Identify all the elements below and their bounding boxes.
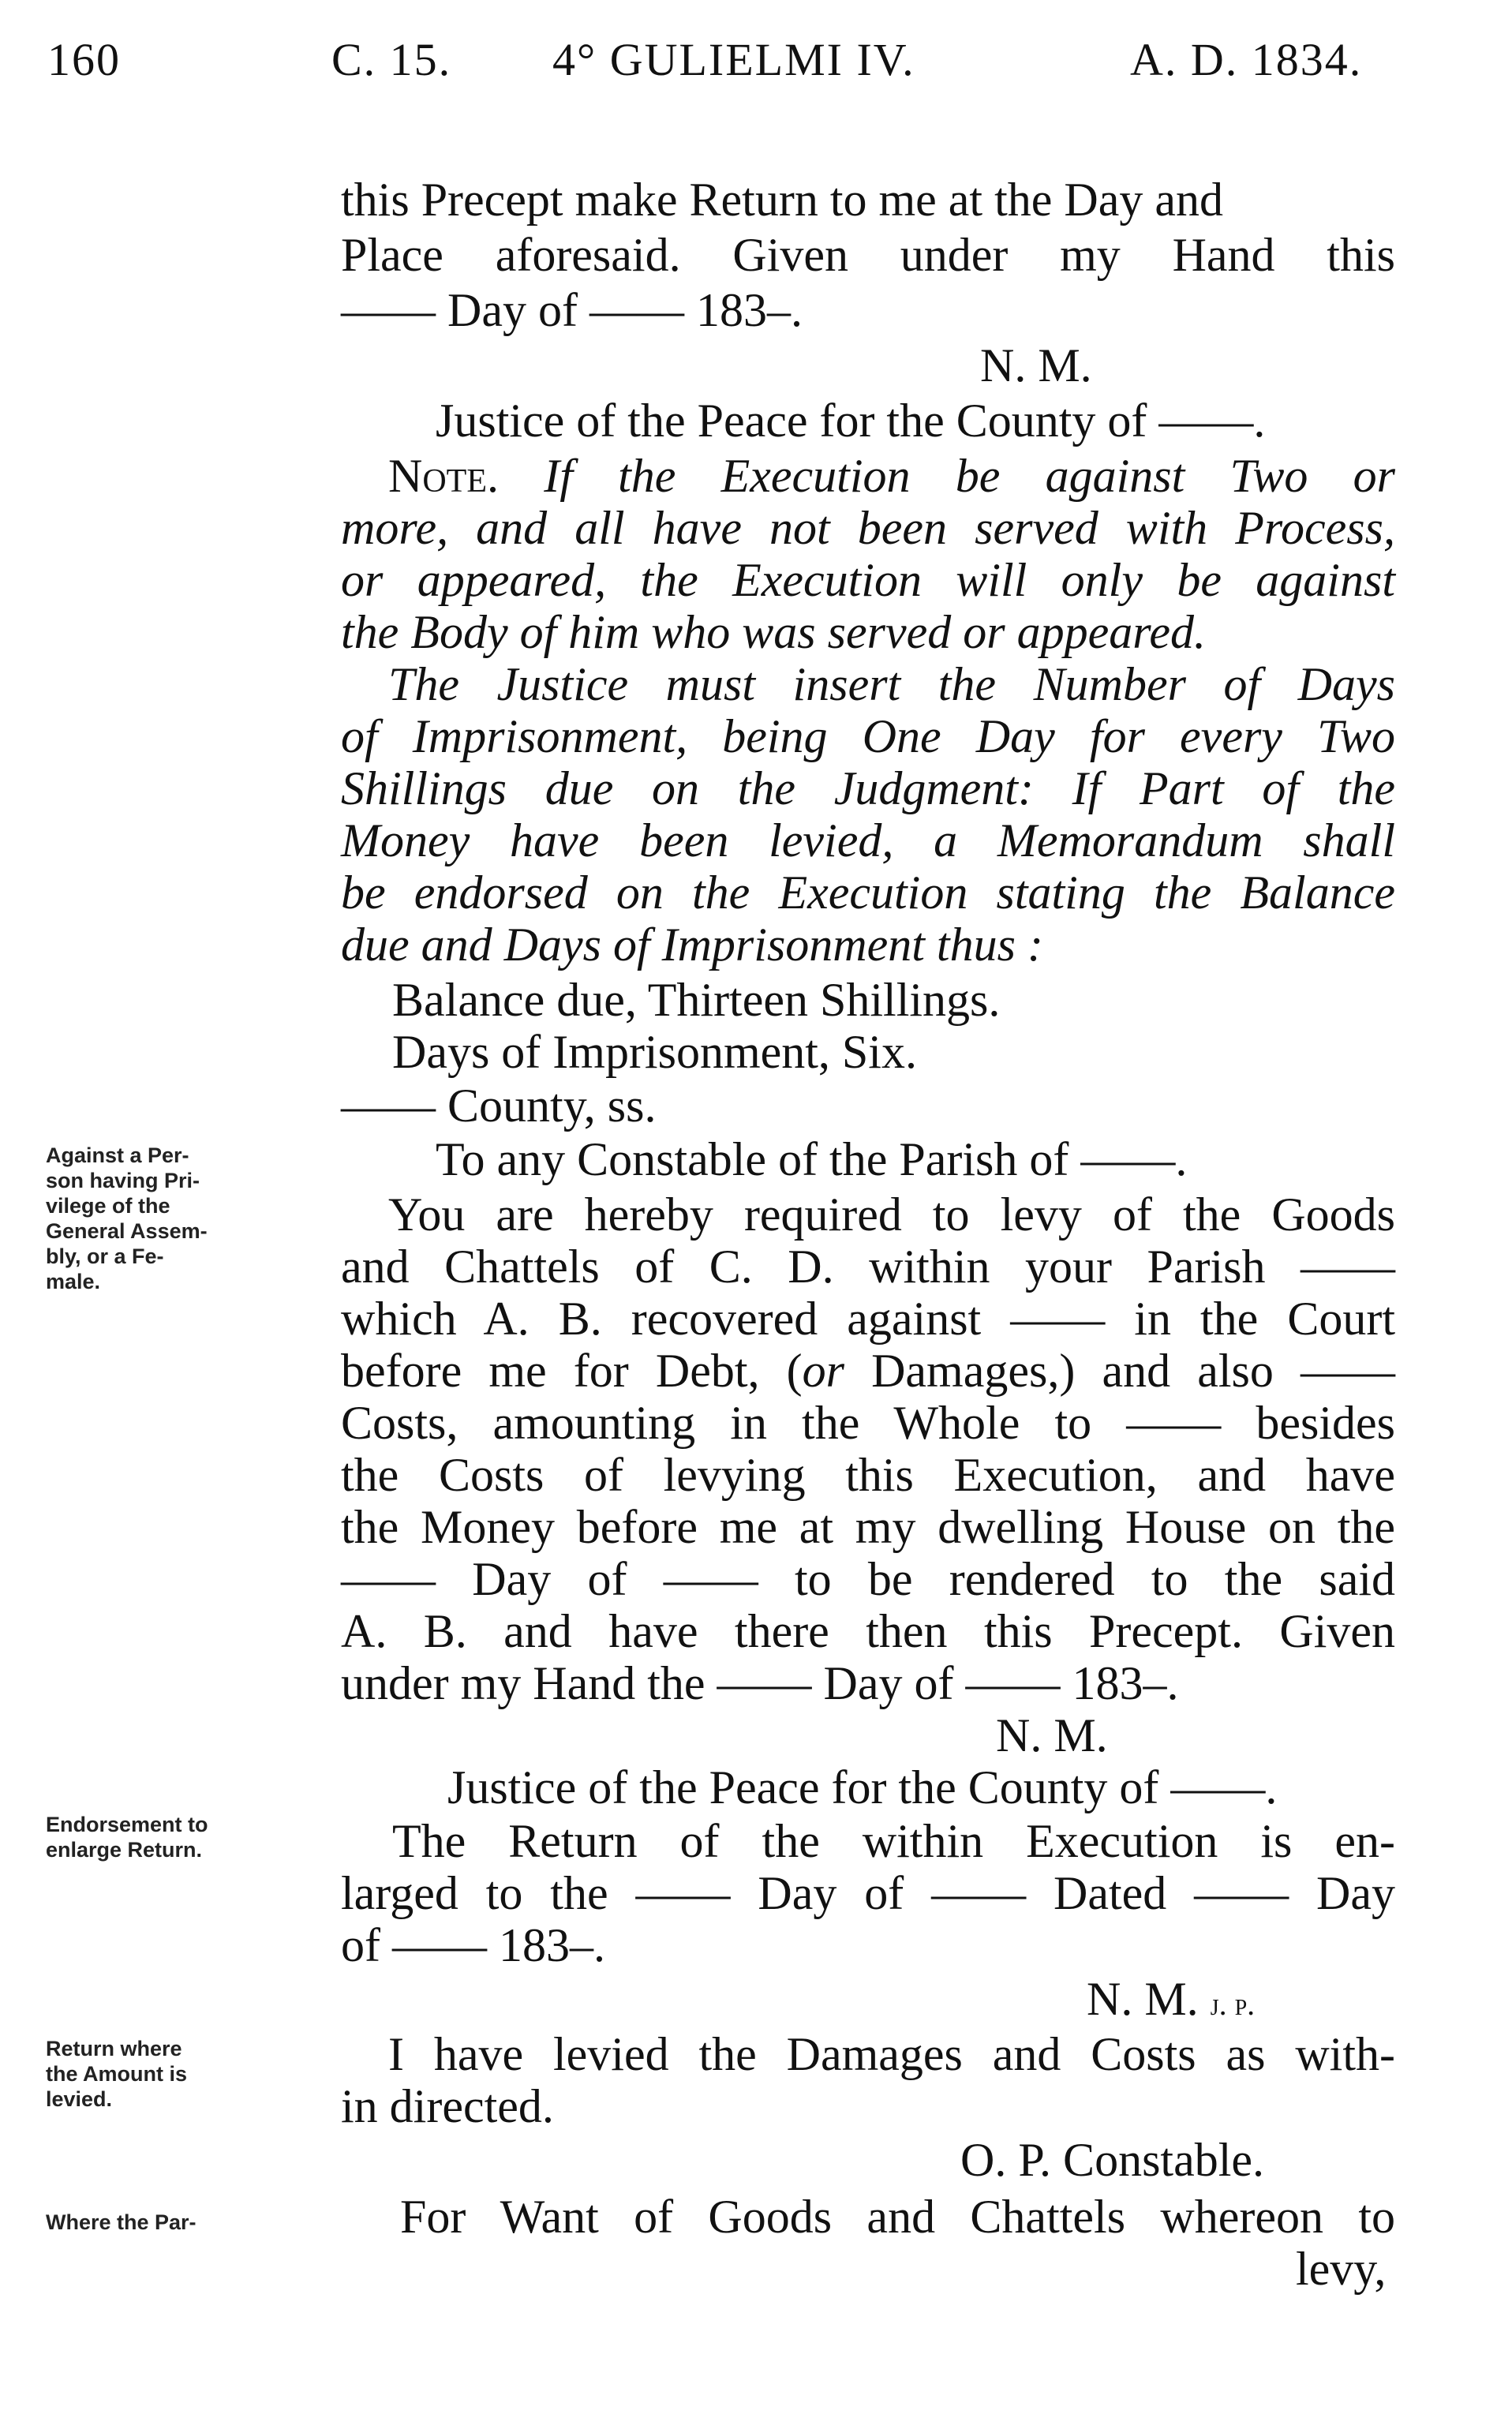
chapter-number: C. 15. <box>331 34 452 85</box>
text-line: under my Hand the —— Day of —— 183–. <box>341 1657 1179 1709</box>
text-line: —— Day of —— to be rendered to the said <box>341 1553 1395 1605</box>
text-line: larged to the —— Day of —— Dated —— Day <box>341 1867 1395 1919</box>
text-line: levy, <box>1296 2243 1387 2295</box>
signature-initials: N. M. <box>996 1709 1108 1761</box>
text-line: and Chattels of C. D. within your Parish —— <box>341 1241 1395 1293</box>
text-line: in directed. <box>341 2080 554 2132</box>
text-line: Costs, amounting in the Whole to —— besides <box>341 1397 1395 1449</box>
addressee-line: To any Constable of the Parish of ——. <box>436 1133 1188 1185</box>
text-line: —— Day of —— 183–. <box>341 284 803 336</box>
constable-signature: O. P. Constable. <box>960 2134 1265 2186</box>
margin-note-where: Where the Par- <box>46 2210 196 2234</box>
text-line: before me for Debt, (or Damages,) and also —— <box>341 1345 1395 1397</box>
margin-note-against-person: Against a Per- son having Pri- vilege of the General Assem- bly, or a Fe- male. <box>46 1143 208 1293</box>
signature-initials: N. M. <box>980 339 1092 391</box>
note-line: due and Days of Imprisonment thus : <box>341 919 1043 971</box>
note-line: more, and all have not been served with Process, <box>341 502 1395 554</box>
justice-title: Justice of the Peace for the County of ——. <box>447 1761 1278 1813</box>
text-line: Place aforesaid. Given under my Hand this <box>341 229 1395 281</box>
text-line: I have levied the Damages and Costs as with- <box>388 2028 1395 2080</box>
note-line: The Justice must insert the Number of Days <box>388 658 1395 710</box>
running-head <box>47 33 1405 104</box>
text-line: which A. B. recovered against —— in the Court <box>341 1293 1395 1345</box>
text-line: For Want of Goods and Chattels whereon to <box>400 2191 1395 2243</box>
text-line: the Money before me at my dwelling House on the <box>341 1501 1395 1553</box>
balance-line: Balance due, Thirteen Shillings. <box>392 974 1001 1026</box>
margin-note-endorsement: Endorsement to enlarge Return. <box>46 1813 208 1862</box>
note-line: of Imprisonment, being One Day for every Two <box>341 710 1395 762</box>
regnal-year: 4° GULIELMI IV. <box>552 34 915 85</box>
note-line: Note. If the Execution be against Two or <box>388 450 1395 502</box>
note-line: Shillings due on the Judgment: If Part of the <box>341 762 1395 814</box>
days-line: Days of Imprisonment, Six. <box>392 1026 917 1078</box>
note-label: Note. <box>388 450 499 502</box>
signature-jp: N. M. j. p. <box>1087 1973 1256 2025</box>
text-line: this Precept make Return to me at the Day and <box>341 174 1223 226</box>
note-line: Money have been levied, a Memorandum shall <box>341 814 1395 866</box>
text-line: You are hereby required to levy of the Goods <box>388 1188 1395 1241</box>
page-number: 160 <box>47 34 121 85</box>
text-line: The Return of the within Execution is en- <box>392 1815 1395 1867</box>
text-line: of —— 183–. <box>341 1919 605 1971</box>
county-line: —— County, ss. <box>341 1080 657 1132</box>
year: A. D. 1834. <box>1130 34 1363 85</box>
justice-title: Justice of the Peace for the County of ——. <box>436 395 1266 447</box>
note-line: or appeared, the Execution will only be against <box>341 554 1395 606</box>
margin-note-return: Return where the Amount is levied. <box>46 2037 187 2111</box>
note-line: be endorsed on the Execution stating the Balance <box>341 866 1395 919</box>
note-line: the Body of him who was served or appeared. <box>341 606 1206 658</box>
text-line: A. B. and have there then this Precept. Given <box>341 1605 1395 1657</box>
text-line: the Costs of levying this Execution, and have <box>341 1449 1395 1501</box>
